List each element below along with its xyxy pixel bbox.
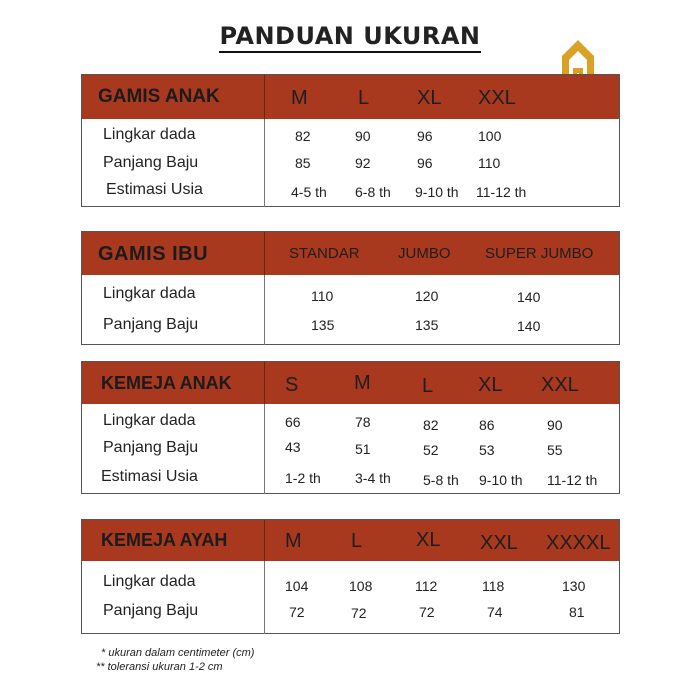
- cell-value: 78: [355, 414, 371, 430]
- row-label: Panjang Baju: [103, 316, 199, 333]
- size-label: XXL: [478, 87, 516, 109]
- table-header: [82, 232, 619, 275]
- size-label: M: [291, 87, 308, 109]
- cell-value: 108: [349, 578, 373, 594]
- size-label: SUPER JUMBO: [485, 245, 594, 262]
- cell-value: 82: [295, 128, 311, 144]
- size-label: XL: [417, 87, 442, 109]
- cell-value: 110: [478, 155, 501, 171]
- footnote-tolerance: ** toleransi ukuran 1-2 cm: [96, 661, 223, 673]
- table-gamis-anak: [81, 74, 620, 207]
- table-header: [82, 362, 619, 404]
- size-label: M: [285, 530, 302, 552]
- row-label: Estimasi Usia: [106, 181, 203, 198]
- cell-value: 112: [415, 578, 438, 594]
- page-title: PANDUAN UKURAN: [0, 22, 700, 50]
- row-label: Panjang Baju: [103, 602, 199, 619]
- size-label: STANDAR: [289, 245, 360, 262]
- table-header: [82, 520, 619, 561]
- cell-value: 52: [423, 442, 439, 458]
- size-label: XXL: [480, 532, 518, 554]
- cell-value: 53: [479, 442, 495, 458]
- cell-value: 72: [419, 604, 435, 620]
- cell-value: 6-8 th: [355, 184, 391, 200]
- cell-value: 3-4 th: [355, 470, 391, 486]
- size-label: M: [354, 372, 371, 394]
- cell-value: 51: [355, 441, 371, 457]
- cell-value: 1-2 th: [285, 470, 321, 486]
- cell-value: 110: [311, 288, 334, 304]
- row-label: Lingkar dada: [103, 285, 196, 302]
- row-label: Panjang Baju: [103, 154, 199, 171]
- cell-value: 96: [417, 155, 433, 171]
- cell-value: 130: [562, 578, 586, 594]
- row-label: Estimasi Usia: [101, 468, 198, 485]
- cell-value: 55: [547, 442, 563, 458]
- size-label: XL: [478, 374, 503, 396]
- size-label: XXL: [541, 374, 579, 396]
- cell-value: 74: [487, 604, 503, 620]
- cell-value: 9-10 th: [479, 472, 523, 488]
- table-gamis-ibu: [81, 231, 620, 345]
- table-title: GAMIS ANAK: [98, 86, 220, 107]
- table-kemeja-ayah: [81, 519, 620, 634]
- size-label: XL: [416, 529, 441, 551]
- cell-value: 90: [547, 417, 563, 433]
- cell-value: 43: [285, 439, 301, 455]
- cell-value: 100: [478, 128, 502, 144]
- cell-value: 5-8 th: [423, 472, 459, 488]
- row-label: Lingkar dada: [103, 412, 196, 429]
- cell-value: 92: [355, 155, 371, 171]
- cell-value: 11-12 th: [476, 184, 527, 200]
- cell-value: 135: [415, 317, 439, 333]
- row-label: Lingkar dada: [103, 126, 196, 143]
- table-title: GAMIS IBU: [98, 243, 209, 265]
- cell-value: 135: [311, 317, 335, 333]
- size-label: S: [285, 374, 299, 396]
- cell-value: 82: [423, 417, 439, 433]
- table-title: KEMEJA AYAH: [101, 530, 228, 550]
- row-label: Lingkar dada: [103, 573, 196, 590]
- cell-value: 118: [482, 578, 505, 594]
- footnote-unit: * ukuran dalam centimeter (cm): [101, 647, 255, 659]
- cell-value: 96: [417, 128, 433, 144]
- cell-value: 140: [517, 318, 541, 334]
- cell-value: 104: [285, 578, 309, 594]
- size-label: L: [351, 530, 363, 552]
- cell-value: 9-10 th: [415, 184, 459, 200]
- size-label: L: [358, 87, 370, 109]
- cell-value: 66: [285, 414, 301, 430]
- cell-value: 86: [479, 417, 495, 433]
- table-header: [82, 75, 619, 119]
- size-label: JUMBO: [398, 245, 451, 262]
- size-label: L: [422, 375, 434, 397]
- table-title: KEMEJA ANAK: [101, 373, 232, 393]
- cell-value: 72: [351, 605, 367, 621]
- cell-value: 140: [517, 289, 541, 305]
- cell-value: 81: [569, 604, 585, 620]
- cell-value: 90: [355, 128, 371, 144]
- cell-value: 11-12 th: [547, 472, 598, 488]
- cell-value: 120: [415, 288, 439, 304]
- table-kemeja-anak: [81, 361, 620, 494]
- row-label: Panjang Baju: [103, 439, 199, 456]
- cell-value: 85: [295, 155, 311, 171]
- cell-value: 4-5 th: [291, 184, 327, 200]
- cell-value: 72: [289, 604, 305, 620]
- size-label: XXXXL: [546, 532, 611, 554]
